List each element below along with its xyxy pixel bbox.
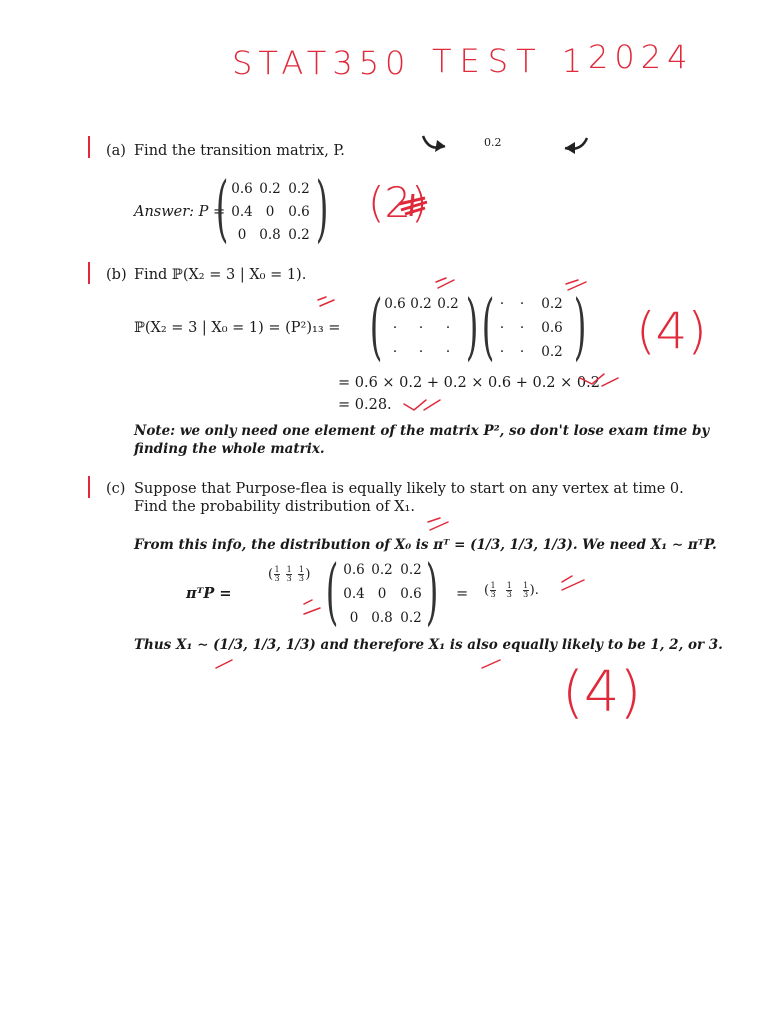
frac-den: 3 (298, 574, 304, 583)
matrix-cell: · (499, 296, 505, 312)
part-b-score: (4) (636, 302, 707, 360)
matrix-cell: 0.2 (288, 227, 310, 243)
matrix-cell: 0.2 (400, 610, 422, 626)
paren-left: ( (215, 166, 229, 250)
check-icon (304, 600, 320, 614)
matrix-cell: 0.6 (343, 562, 365, 578)
frac-den: 3 (506, 590, 512, 599)
matrix-cell: 0.2 (400, 562, 422, 578)
frac-den: 3 (490, 590, 496, 599)
part-c-equals: = (456, 586, 469, 602)
part-a-label: (a) (106, 143, 126, 159)
matrix-cell: 0.6 (400, 586, 422, 602)
part-a-score: (2) (368, 178, 428, 227)
check-icon (216, 660, 232, 668)
part-b-note-line1: Note: we only need one element of the matrix P², so don't lose exam time by (134, 423, 710, 439)
part-c-question-line1: Suppose that Purpose-flea is equally likely to start on any vertex at time 0. (134, 481, 684, 497)
matrix-cell: 0.2 (410, 296, 432, 312)
part-b-label: (b) (106, 267, 127, 283)
result-vector: ( $\frac{1}{3}$ $\frac{1}{3}$ $\frac{1}{3}$ ). (484, 581, 539, 599)
header-year: 2024 (588, 38, 694, 76)
part-a-question: Find the transition matrix, P. (134, 143, 345, 159)
check-icon (482, 660, 500, 668)
matrix-cell: · (499, 320, 505, 336)
check-icon (562, 576, 584, 590)
matrix-cell: 0.2 (541, 296, 563, 312)
matrix-cell: · (445, 320, 451, 336)
matrix-cell: · (392, 320, 398, 336)
margin-tick-c (88, 476, 90, 498)
matrix-cell: 0 (265, 204, 275, 220)
matrix-cell: 0.8 (259, 227, 281, 243)
scribble-mark (395, 190, 435, 220)
frac-num: 1 (274, 565, 280, 574)
matrix-cell: · (519, 296, 525, 312)
part-c-pitp: πᵀP = (186, 585, 232, 602)
margin-tick-a (88, 136, 90, 158)
transition-matrix (228, 181, 314, 243)
frac-num: 1 (490, 581, 496, 590)
handwritten-header (232, 38, 692, 88)
frac-num: 1 (523, 581, 529, 590)
part-b-lhs: ℙ(X₂ = 3 | X₀ = 1) = (P²)₁₃ = (134, 320, 341, 336)
part-b-note-line2: finding the whole matrix. (134, 441, 325, 457)
matrix-cell: · (519, 344, 525, 360)
frac-num: 1 (506, 581, 512, 590)
matrix-cell: · (445, 344, 451, 360)
matrix-cell: 0 (349, 610, 359, 626)
matrix-cell: 0.6 (384, 296, 406, 312)
edge-label: 0.2 (484, 136, 502, 149)
frac-den: 3 (523, 590, 529, 599)
check-icon (428, 518, 448, 530)
paren-right: ) (315, 166, 329, 250)
frac-den: 3 (274, 574, 280, 583)
check-icon (436, 278, 454, 288)
matrix-cell: 0.4 (343, 586, 365, 602)
matrix-cell: · (418, 320, 424, 336)
paren-left: ( (481, 284, 495, 368)
matrix-cell: · (499, 344, 505, 360)
matrix-cell: 0.2 (541, 344, 563, 360)
paren-left: ( (369, 284, 383, 368)
matrix-cell: · (392, 344, 398, 360)
transition-matrix-c (340, 562, 426, 626)
part-a-answer-label: Answer: P = (134, 204, 226, 220)
result-period: . (534, 583, 539, 598)
matrix-cell: 0.6 (541, 320, 563, 336)
matrix-cell: 0.4 (231, 204, 253, 220)
paren-left: ( (325, 549, 339, 633)
part-b-line1: = 0.6 × 0.2 + 0.2 × 0.6 + 0.2 × 0.2 (338, 375, 600, 391)
row-matrix (382, 296, 462, 360)
paren-right: ) (465, 284, 479, 368)
frac-num: 1 (286, 565, 292, 574)
part-c-question-line2: Find the probability distribution of X₁. (134, 499, 415, 515)
frac-den: 3 (286, 574, 292, 583)
column-matrix (492, 296, 572, 360)
part-c-label: (c) (106, 481, 126, 497)
matrix-cell: 0.6 (288, 204, 310, 220)
part-b-line2: = 0.28. (338, 397, 392, 413)
check-icon (318, 297, 334, 306)
margin-tick-b (88, 262, 90, 284)
part-c-score: (4) (562, 660, 642, 725)
matrix-cell: 0.2 (437, 296, 459, 312)
paren-right: ) (573, 284, 587, 368)
frac-num: 1 (298, 565, 304, 574)
matrix-cell: 0 (377, 586, 387, 602)
part-b-question: Find ℙ(X₂ = 3 | X₀ = 1). (134, 267, 307, 283)
part-c-conclusion: Thus X₁ ∼ (1/3, 1/3, 1/3) and therefore X₁ is also equally likely to be 1, 2, or 3. (134, 637, 723, 653)
row-vector: ( $\frac{1}{3}$ $\frac{1}{3}$ $\frac{1}{3}$ ) (268, 565, 311, 583)
matrix-cell: 0.2 (259, 181, 281, 197)
header-course: STAT350 (232, 44, 412, 82)
matrix-cell: · (519, 320, 525, 336)
check-icon (404, 400, 440, 410)
matrix-cell: 0 (237, 227, 247, 243)
paren-right: ) (425, 549, 439, 633)
part-c-info: From this info, the distribution of X₀ is πᵀ = (1/3, 1/3, 1/3). We need X₁ ∼ πᵀP. (134, 537, 717, 553)
diagram-fragment (415, 130, 615, 170)
matrix-cell: 0.2 (288, 181, 310, 197)
header-test: TEST 1 (432, 42, 591, 80)
matrix-cell: 0.6 (231, 181, 253, 197)
matrix-cell: 0.8 (371, 610, 393, 626)
matrix-cell: 0.2 (371, 562, 393, 578)
matrix-cell: · (418, 344, 424, 360)
